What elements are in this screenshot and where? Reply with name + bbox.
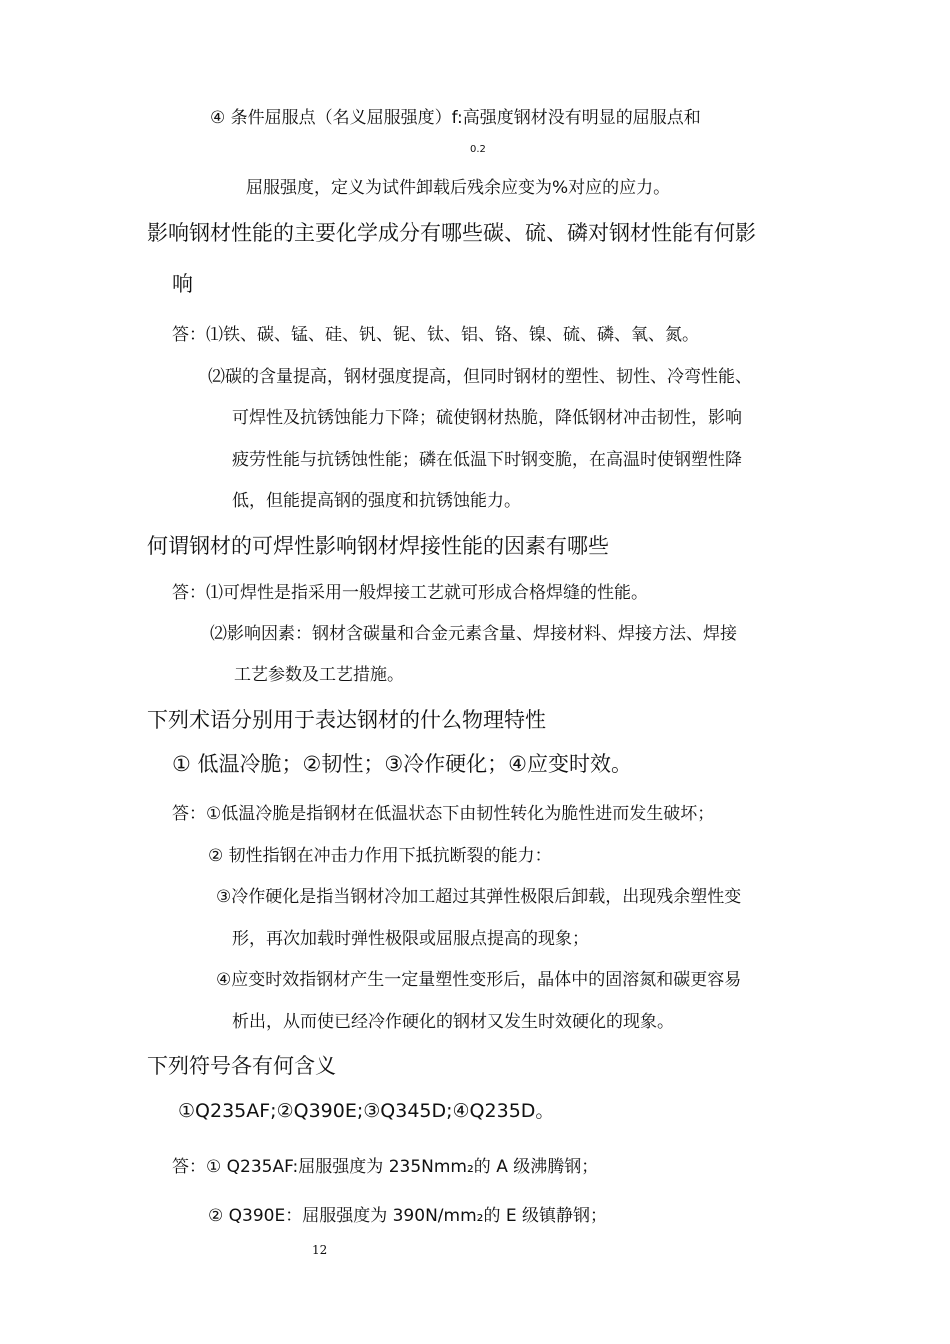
answer-line: 可焊性及抗锈蚀能力下降；硫使钢材热脆，降低钢材冲击韧性，影响	[232, 408, 742, 428]
answer-line: ② Q390E：屈服强度为 390Ν/mm₂的 E 级镇静钢；	[208, 1206, 607, 1226]
question-subheading: ①Q235AF;②Q390E;③Q345D;④Q235D。	[178, 1100, 555, 1122]
question-heading: 何谓钢材的可焊性影响钢材焊接性能的因素有哪些	[147, 534, 609, 558]
answer-line: ③冷作硬化是指当钢材冷加工超过其弹性极限后卸载，出现残余塑性变	[216, 887, 742, 907]
answer-line: 答：① Q235AF:屈服强度为 235Nmm₂的 A 级沸腾钢；	[172, 1157, 599, 1177]
yield-point-definition-line: ④ 条件屈服点（名义屈服强度）f:高强度钢材没有明显的屈服点和	[210, 108, 701, 128]
answer-line: 答：⑴可焊性是指采用一般焊接工艺就可形成合格焊缝的性能。	[172, 583, 648, 603]
question-subheading: ① 低温冷脆；②韧性；③冷作硬化；④应变时效。	[172, 752, 632, 776]
answer-line: 答：⑴铁、碳、锰、硅、钒、铌、钛、铝、铬、镍、硫、磷、氧、氮。	[172, 325, 699, 345]
page-number: 12	[312, 1243, 328, 1257]
question-heading: 响	[172, 272, 193, 296]
answer-line: 疲劳性能与抗锈蚀性能；磷在低温下时钢变脆，在高温时使钢塑性降	[232, 450, 742, 470]
question-heading: 下列术语分别用于表达钢材的什么物理特性	[147, 708, 546, 732]
subscript-0-2: 0.2	[470, 144, 486, 155]
answer-line: 答：①低温冷脆是指钢材在低温状态下由韧性转化为脆性进而发生破坏；	[172, 804, 715, 824]
answer-line: 工艺参数及工艺措施。	[234, 665, 404, 685]
question-heading: 下列符号各有何含义	[147, 1054, 336, 1078]
answer-line: ⑵碳的含量提高，钢材强度提高，但同时钢材的塑性、韧性、冷弯性能、	[208, 367, 752, 387]
answer-line: ⑵影响因素：钢材含碳量和合金元素含量、焊接材料、焊接方法、焊接	[210, 624, 737, 644]
answer-line: ④应变时效指钢材产生一定量塑性变形后，晶体中的固溶氮和碳更容易	[216, 970, 742, 990]
question-heading: 影响钢材性能的主要化学成分有哪些碳、硫、磷对钢材性能有何影	[147, 221, 756, 245]
answer-line: 形，再次加载时弹性极限或屈服点提高的现象；	[232, 929, 589, 949]
answer-line: 低，但能提高钢的强度和抗锈蚀能力。	[232, 491, 521, 511]
answer-line: 析出，从而使已经冷作硬化的钢材又发生时效硬化的现象。	[232, 1012, 674, 1032]
yield-point-definition-line: 屈服强度，定义为试件卸载后残余应变为%对应的应力。	[246, 178, 671, 198]
answer-line: ② 韧性指钢在冲击力作用下抵抗断裂的能力：	[208, 846, 552, 866]
